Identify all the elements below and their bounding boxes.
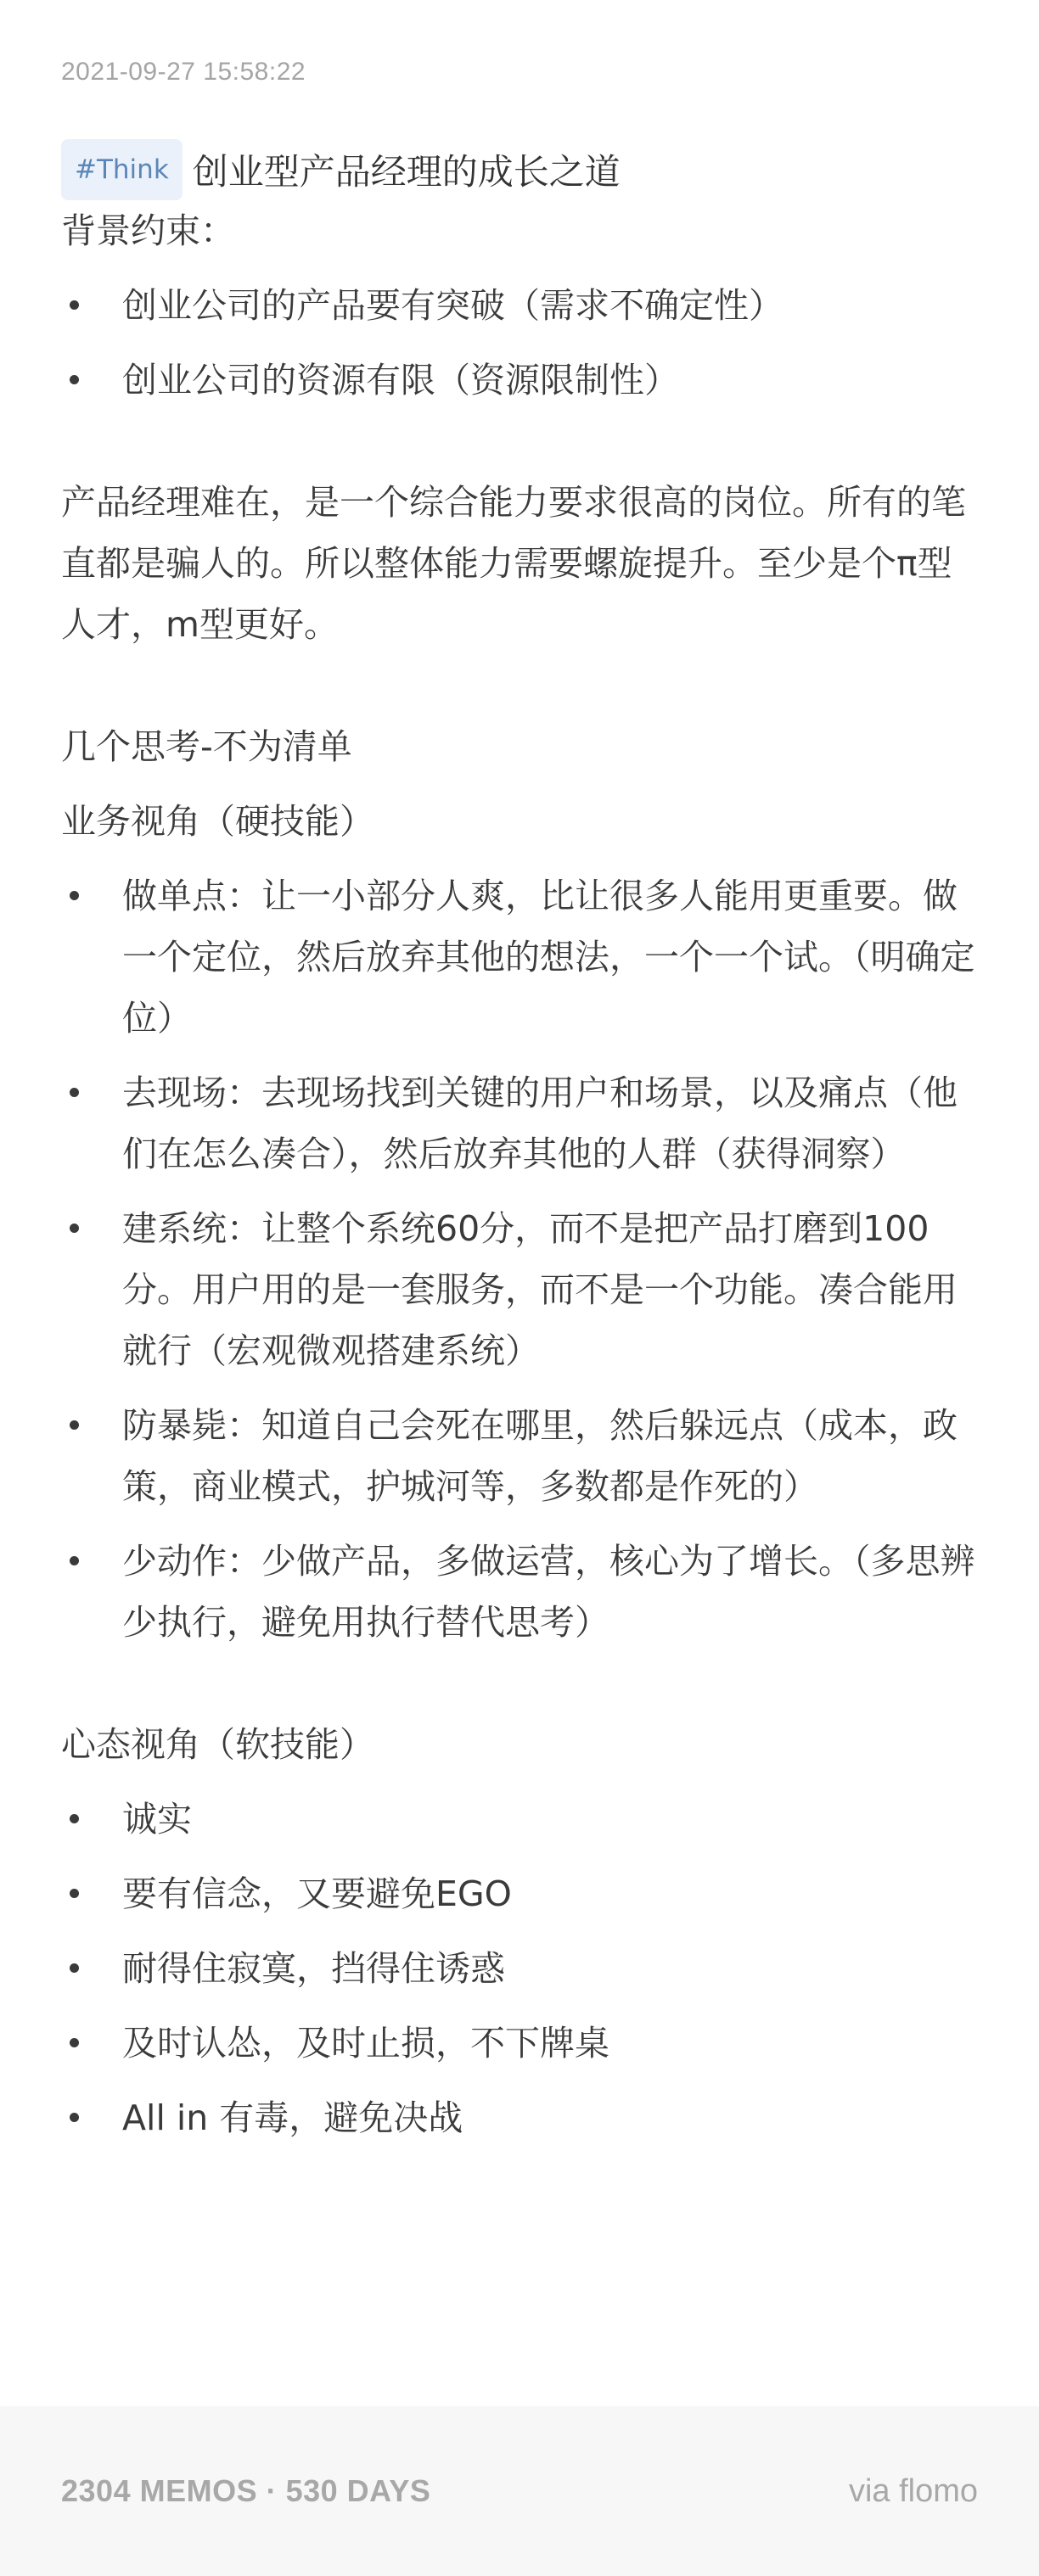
memo-title: 创业型产品经理的成长之道	[192, 151, 621, 193]
list-item: 及时认怂，及时止损，不下牌桌	[61, 2013, 978, 2074]
business-list	[61, 865, 978, 1653]
memo-timestamp: 2021-09-27 15:58:22	[61, 58, 306, 86]
intro-paragraph: 产品经理难在，是一个综合能力要求很高的岗位。所有的笔直都是骗人的。所以整体能力需要螺旋提升。至少是个π型人才，m型更好。	[61, 482, 966, 645]
mindset-list	[61, 1789, 978, 2148]
list-item: 耐得住寂寞，挡得住诱惑	[61, 1938, 978, 1999]
list-item: 要有信念，又要避免EGO	[61, 1863, 978, 1924]
memo-title-row	[61, 139, 978, 200]
tag-think[interactable]: #Think	[61, 139, 183, 200]
list-item: 建系统：让整个系统60分，而不是把产品打磨到100分。用户用的是一套服务，而不是一个功能。凑合能用就行（宏观微观搭建系统）	[61, 1198, 978, 1381]
background-heading: 背景约束：	[61, 210, 235, 251]
list-heading: 几个思考-不为清单	[61, 726, 352, 767]
list-item: All in 有毒，避免决战	[61, 2087, 978, 2148]
list-item: 防暴毙：知道自己会死在哪里，然后躲远点（成本，政策，商业模式，护城河等，多数都是作死的）	[61, 1395, 978, 1517]
mindset-heading: 心态视角（软技能）	[61, 1724, 374, 1765]
background-list	[61, 275, 978, 411]
brand-label: via flomo	[848, 2473, 978, 2509]
list-item: 创业公司的产品要有突破（需求不确定性）	[61, 275, 978, 336]
list-item: 去现场：去现场找到关键的用户和场景，以及痛点（他们在怎么凑合），然后放弃其他的人群（获得洞察）	[61, 1062, 978, 1184]
list-item: 创业公司的资源有限（资源限制性）	[61, 350, 978, 411]
list-item: 诚实	[61, 1789, 978, 1850]
list-item: 做单点：让一小部分人爽，比让很多人能用更重要。做一个定位，然后放弃其他的想法，一个一个试。（明确定位）	[61, 865, 978, 1049]
business-heading: 业务视角（硬技能）	[61, 801, 374, 842]
memo-stats: 2304 MEMOS · 530 DAYS	[61, 2473, 431, 2508]
footer	[0, 2406, 1039, 2576]
list-item: 少动作：少做产品，多做运营，核心为了增长。（多思辨少执行，避免用执行替代思考）	[61, 1531, 978, 1653]
